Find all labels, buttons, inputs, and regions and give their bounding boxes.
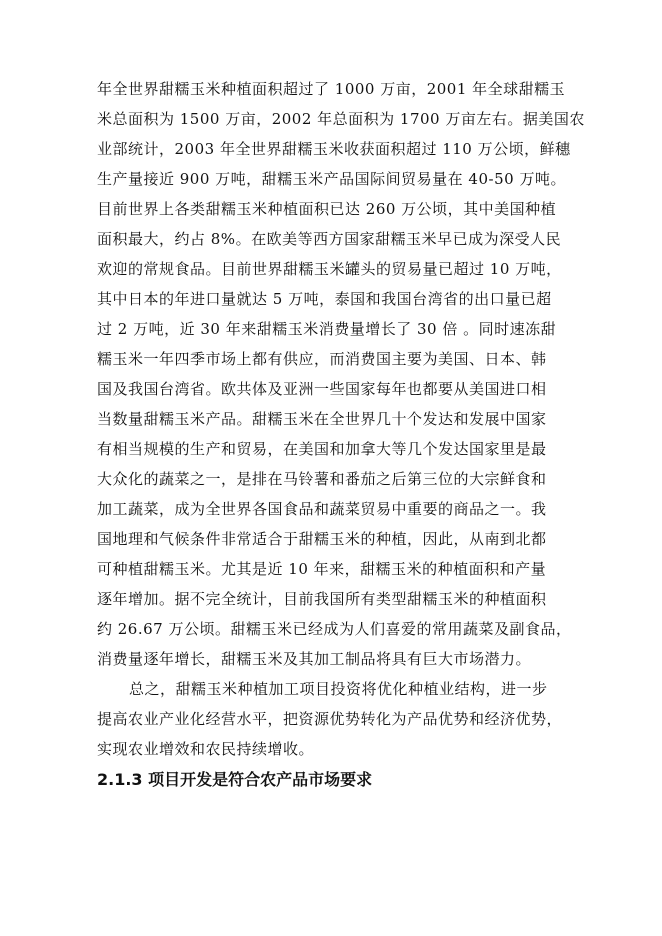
text-line: 米总面积为 1500 万亩，2002 年总面积为 1700 万亩左右。据美国农 (97, 110, 585, 128)
text-line: 面积最大，约占 8%。在欧美等西方国家甜糯玉米早已成为深受人民 (97, 230, 562, 248)
section-heading: 2.1.3 项目开发是符合农产品市场要求 (97, 770, 373, 789)
text-line: 提高农业产业化经营水平，把资源优势转化为产品优势和经济优势， (97, 710, 563, 728)
text-line: 目前世界上各类甜糯玉米种植面积已达 260 万公顷，其中美国种植 (97, 200, 557, 218)
text-line: 总之，甜糯玉米种植加工项目投资将优化种植业结构，进一步 (129, 680, 548, 698)
text-line: 逐年增加。据不完全统计，目前我国所有类型甜糯玉米的种植面积 (97, 590, 547, 608)
text-line: 国及我国台湾省。欧共体及亚洲一些国家每年也都要从美国进口相 (97, 380, 547, 398)
paragraph-summary (97, 674, 587, 764)
text-line: 国地理和气候条件非常适合于甜糯玉米的种植，因此，从南到北都 (97, 530, 547, 548)
text-line: 其中日本的年进口量就达 5 万吨，泰国和我国台湾省的出口量已超 (97, 290, 552, 308)
text-line: 可种植甜糯玉米。尤其是近 10 年来，甜糯玉米的种植面积和产量 (97, 560, 547, 578)
text-line: 年全世界甜糯玉米种植面积超过了 1000 万亩，2001 年全球甜糯玉 (97, 80, 566, 98)
text-line: 大众化的蔬菜之一，是排在马铃薯和番茄之后第三位的大宗鲜食和 (97, 470, 547, 488)
text-line: 有相当规模的生产和贸易，在美国和加拿大等几个发达国家里是最 (97, 440, 547, 458)
text-line: 约 26.67 万公顷。甜糯玉米已经成为人们喜爱的常用蔬菜及副食品， (97, 620, 572, 638)
text-line: 加工蔬菜，成为全世界各国食品和蔬菜贸易中重要的商品之一。我 (97, 500, 547, 518)
document-body (97, 74, 587, 796)
text-line: 实现农业增效和农民持续增收。 (97, 740, 315, 758)
paragraph-market-overview (97, 74, 587, 674)
text-line: 糯玉米一年四季市场上都有供应，而消费国主要为美国、日本、韩 (97, 350, 547, 368)
text-line: 过 2 万吨，近 30 年来甜糯玉米消费量增长了 30 倍 。同时速冻甜 (97, 320, 557, 338)
text-line: 欢迎的常规食品。目前世界甜糯玉米罐头的贸易量已超过 10 万吨， (97, 260, 562, 278)
text-line: 消费量逐年增长，甜糯玉米及其加工制品将具有巨大市场潜力。 (97, 650, 532, 668)
text-line: 当数量甜糯玉米产品。甜糯玉米在全世界几十个发达和发展中国家 (97, 410, 547, 428)
text-line: 业部统计，2003 年全世界甜糯玉米收获面积超过 110 万公顷，鲜穗 (97, 140, 571, 158)
text-line: 生产量接近 900 万吨，甜糯玉米产品国际间贸易量在 40-50 万吨。 (97, 170, 566, 188)
